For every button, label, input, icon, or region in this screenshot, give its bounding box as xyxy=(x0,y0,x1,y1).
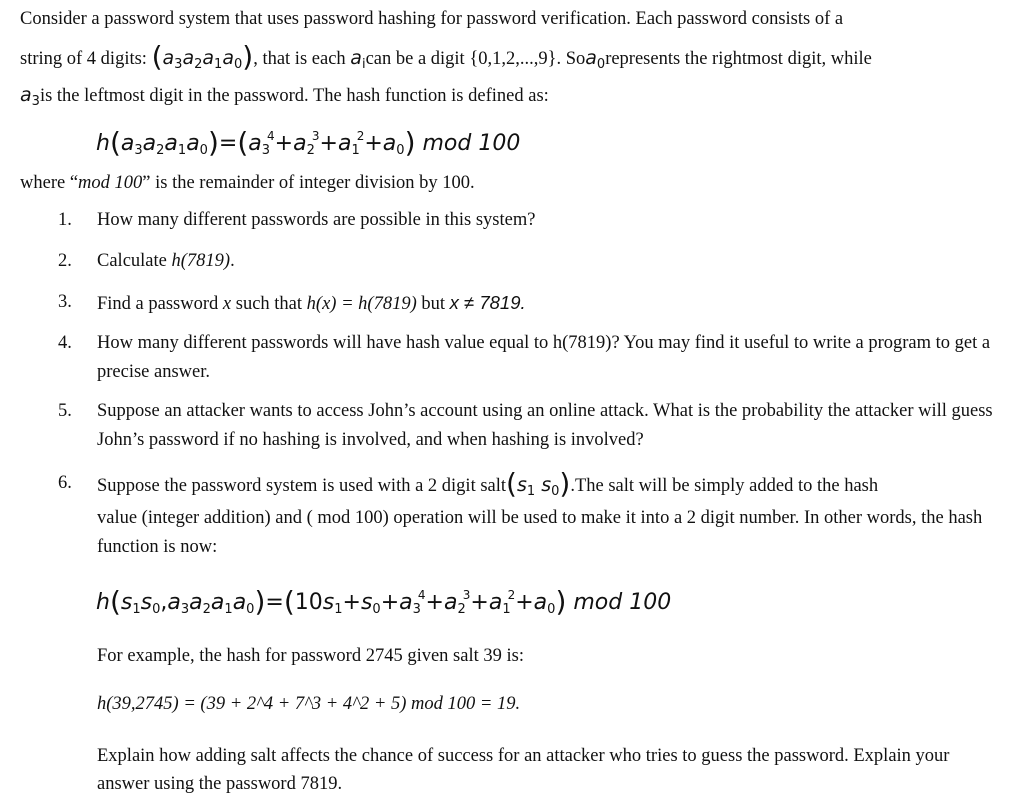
intro-line-3-suffix: is the leftmost digit in the password. The hash function is defined as: xyxy=(39,86,549,106)
q3-prefix: Find a password xyxy=(97,294,223,314)
intro-line-2-mid3: represents the rightmost digit, while xyxy=(605,49,872,69)
intro-line-2 xyxy=(20,40,872,73)
q3-x: x xyxy=(222,294,232,314)
q1-number: 1. xyxy=(58,210,72,230)
q5-number: 5. xyxy=(58,401,72,421)
q6-rest: value (integer addition) and ( mod 100) operation will be used to make it into a 2 digit number. In other words, the hash function is now: xyxy=(97,508,983,557)
example-text: For example, the hash for password 2745 given salt 39 is: xyxy=(97,646,524,666)
q4-number: 4. xyxy=(58,333,72,353)
intro-line-2-mid2: can be a digit {0,1,2,...,9}. So xyxy=(365,49,586,69)
q1-text: How many different passwords are possible in this system? xyxy=(97,210,536,230)
q2-italic: h(7819) xyxy=(171,251,231,271)
formula-1-tail: mod 100 xyxy=(422,131,521,156)
example-calc: h(39,2745) = (39 + 2^4 + 7^3 + 4^2 + 5) mod 100 = 19. xyxy=(97,694,521,714)
where-line xyxy=(20,173,475,194)
formula-2-tail: mod 100 xyxy=(573,590,672,615)
q3-text xyxy=(97,288,1002,319)
intro-line-3 xyxy=(20,84,549,109)
q2-prefix: Calculate xyxy=(97,251,172,271)
q5-text: Suppose an attacker wants to access John’s account using an online attack. What is the probability the attacker will guess John’s password if no hashing is involved, and when hashing is involved? xyxy=(97,401,993,450)
salt-notation: ($s_1$ $s_0$) xyxy=(506,467,571,500)
q3-mid: such that xyxy=(231,294,307,314)
hash-formula: $h(a_3a_2a_1a_0)=(a_3^4+a_2^3+a_1^2+a_0)$ mod 100 xyxy=(96,126,521,159)
intro-line-1: Consider a password system that uses password hashing for password verification. Each password consists of a xyxy=(20,9,844,29)
q6-prefix: Suppose the password system is used with a 2 digit salt xyxy=(97,476,507,496)
a0-symbol: $a_0$ xyxy=(585,47,606,72)
where-suffix: ” is the remainder of integer division by 100. xyxy=(142,173,475,193)
intro-line-2-prefix: string of 4 digits: xyxy=(20,49,152,69)
salted-hash-formula: $h(s_1s_0,a_3a_2a_1a_0)=(10s_1+s_0+a_3^4+a_2^3+a_1^2+a_0)$ mod 100 xyxy=(96,585,672,618)
where-mod: mod 100 xyxy=(78,173,143,193)
q2-suffix: . xyxy=(230,251,235,271)
q2-text xyxy=(97,247,1002,276)
q3-hx: h(x) = h(7819) xyxy=(306,294,417,314)
a3-symbol: $a_3$ xyxy=(20,84,40,109)
q6-number: 6. xyxy=(58,473,72,493)
intro-line-2-mid1: , that is each xyxy=(253,49,351,69)
q6-suffix: .The salt will be simply added to the hash xyxy=(570,476,879,496)
q2-number: 2. xyxy=(58,251,72,271)
q3-number: 3. xyxy=(58,292,72,312)
explain-text: Explain how adding salt affects the chance of success for an attacker who tries to guess the password. Explain your answer using the password 7819. xyxy=(97,746,950,794)
q4-text: How many different passwords will have hash value equal to h(7819)? You may find it useful to write a program to get a precise answer. xyxy=(97,333,991,382)
q3-mid2: but xyxy=(416,294,450,314)
digits-notation: $(a_3a_2a_1a_0)$ xyxy=(151,40,254,73)
q6-line-1 xyxy=(97,467,878,500)
q3-condition: x ≠ 7819. xyxy=(449,292,526,313)
where-prefix: where “ xyxy=(20,173,79,193)
ai-symbol: $a_i$ xyxy=(350,47,366,72)
